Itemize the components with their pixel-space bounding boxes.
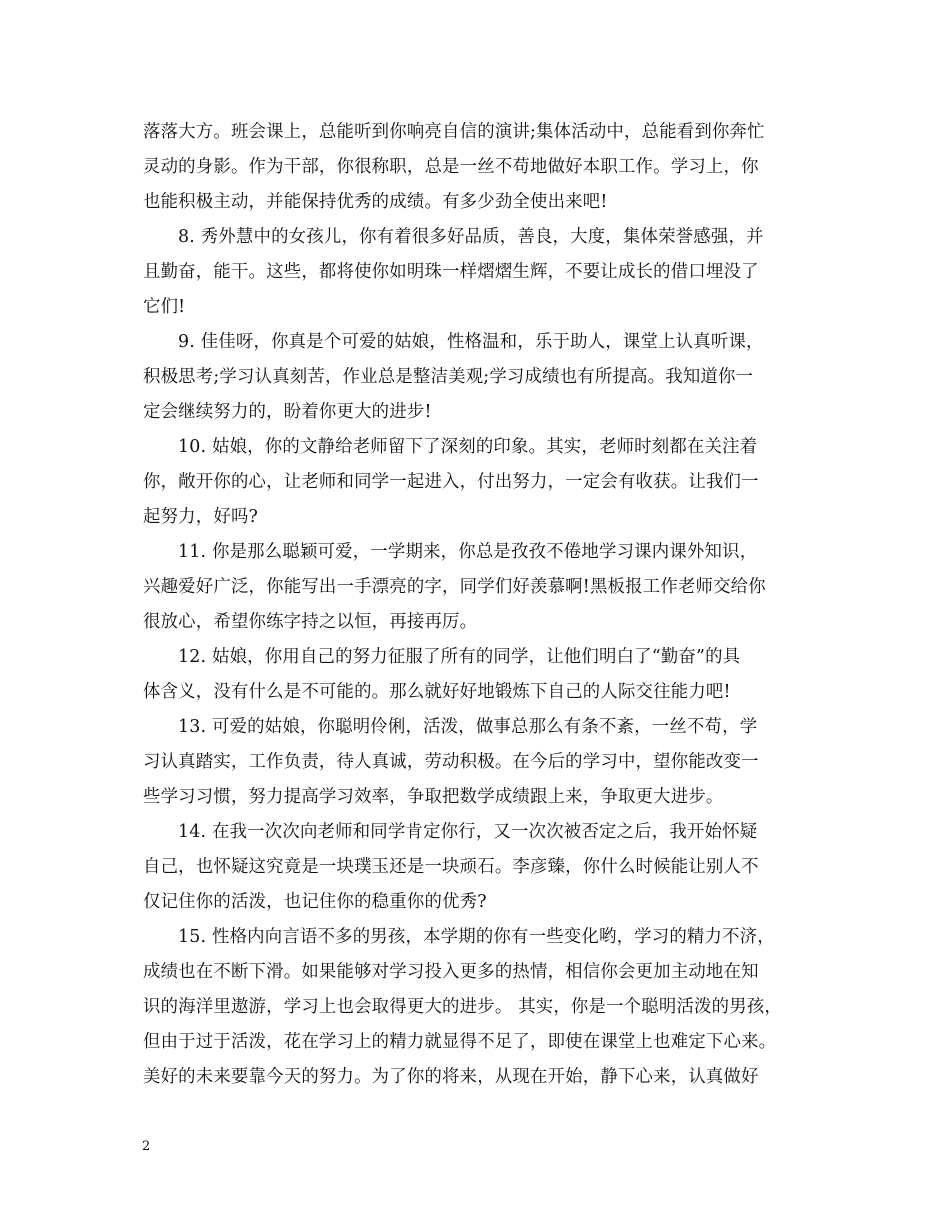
text-line: 美好的未来要靠今天的努力。为了你的将来，从现在开始，静下心来，认真做好 <box>143 1067 759 1087</box>
text-line: 15. 性格内向言语不多的男孩，本学期的你有一些变化哟，学习的精力不济， <box>178 927 775 947</box>
text-line: 你，敞开你的心，让老师和同学一起进入，付出努力，一定会有收获。让我们一 <box>143 472 759 492</box>
text-line: 兴趣爱好广泛，你能写出一手漂亮的字，同学们好羡慕啊!黑板报工作老师交给你 <box>143 577 766 597</box>
text-line: 9. 佳佳呀，你真是个可爱的姑娘，性格温和，乐于助人，课堂上认真听课， <box>178 332 764 352</box>
text-line: 仅记住你的活泼，也记住你的稳重你的优秀? <box>143 892 487 912</box>
document-body <box>143 115 810 1095</box>
text-line: 些学习习惯，努力提高学习效率，争取把数学成绩跟上来，争取更大进步。 <box>143 787 724 807</box>
text-line: 定会继续努力的，盼着你更大的进步! <box>143 402 432 422</box>
text-line: 它们! <box>143 297 186 317</box>
text-line: 14. 在我一次次向老师和同学肯定你行，又一次次被否定之后，我开始怀疑 <box>178 822 758 842</box>
text-line: 13. 可爱的姑娘，你聪明伶俐，活泼，做事总那么有条不紊，一丝不苟，学 <box>178 717 758 737</box>
text-line: 落落大方。班会课上，总能听到你响亮自信的演讲;集体活动中，总能看到你奔忙 <box>143 122 765 142</box>
text-line: 也能积极主动，并能保持优秀的成绩。有多少劲全使出来吧! <box>143 192 608 212</box>
text-line: 8. 秀外慧中的女孩儿，你有着很多好品质，善良，大度，集体荣誉感强，并 <box>178 227 764 247</box>
text-line: 自己，也怀疑这究竟是一块璞玉还是一块顽石。李彦臻，你什么时候能让别人不 <box>143 857 759 877</box>
page-number: 2 <box>142 1139 151 1154</box>
text-line: 且勤奋，能干。这些，都将使你如明珠一样熠熠生辉，不要让成长的借口埋没了 <box>143 262 759 282</box>
text-line: 起努力，好吗? <box>143 507 259 527</box>
text-line: 灵动的身影。作为干部，你很称职，总是一丝不苟地做好本职工作。学习上，你 <box>143 157 759 177</box>
text-line: 习认真踏实，工作负责，待人真诚，劳动积极。在今后的学习中，望你能改变一 <box>143 752 759 772</box>
text-line: 识的海洋里遨游，学习上也会取得更大的进步。 其实，你是一个聪明活泼的男孩， <box>143 997 782 1017</box>
text-line: 体含义，没有什么是不可能的。那么就好好地锻炼下自己的人际交往能力吧! <box>143 682 731 702</box>
text-line: 但由于过于活泼，花在学习上的精力就显得不足了，即使在课堂上也难定下心来。 <box>143 1032 777 1052</box>
text-line: 10. 姑娘，你的文静给老师留下了深刻的印象。其实，老师时刻都在关注着 <box>178 437 758 457</box>
text-line: 12. 姑娘，你用自己的努力征服了所有的同学，让他们明白了“勤奋”的具 <box>178 647 741 667</box>
text-line: 成绩也在不断下滑。如果能够对学习投入更多的热情，相信你会更加主动地在知 <box>143 962 759 982</box>
text-line: 11. 你是那么聪颖可爱，一学期来，你总是孜孜不倦地学习课内课外知识， <box>178 542 758 562</box>
text-line: 很放心，希望你练字持之以恒，再接再厉。 <box>143 612 478 632</box>
text-line: 积极思考;学习认真刻苦，作业总是整洁美观;学习成绩也有所提高。我知道你一 <box>143 367 754 387</box>
